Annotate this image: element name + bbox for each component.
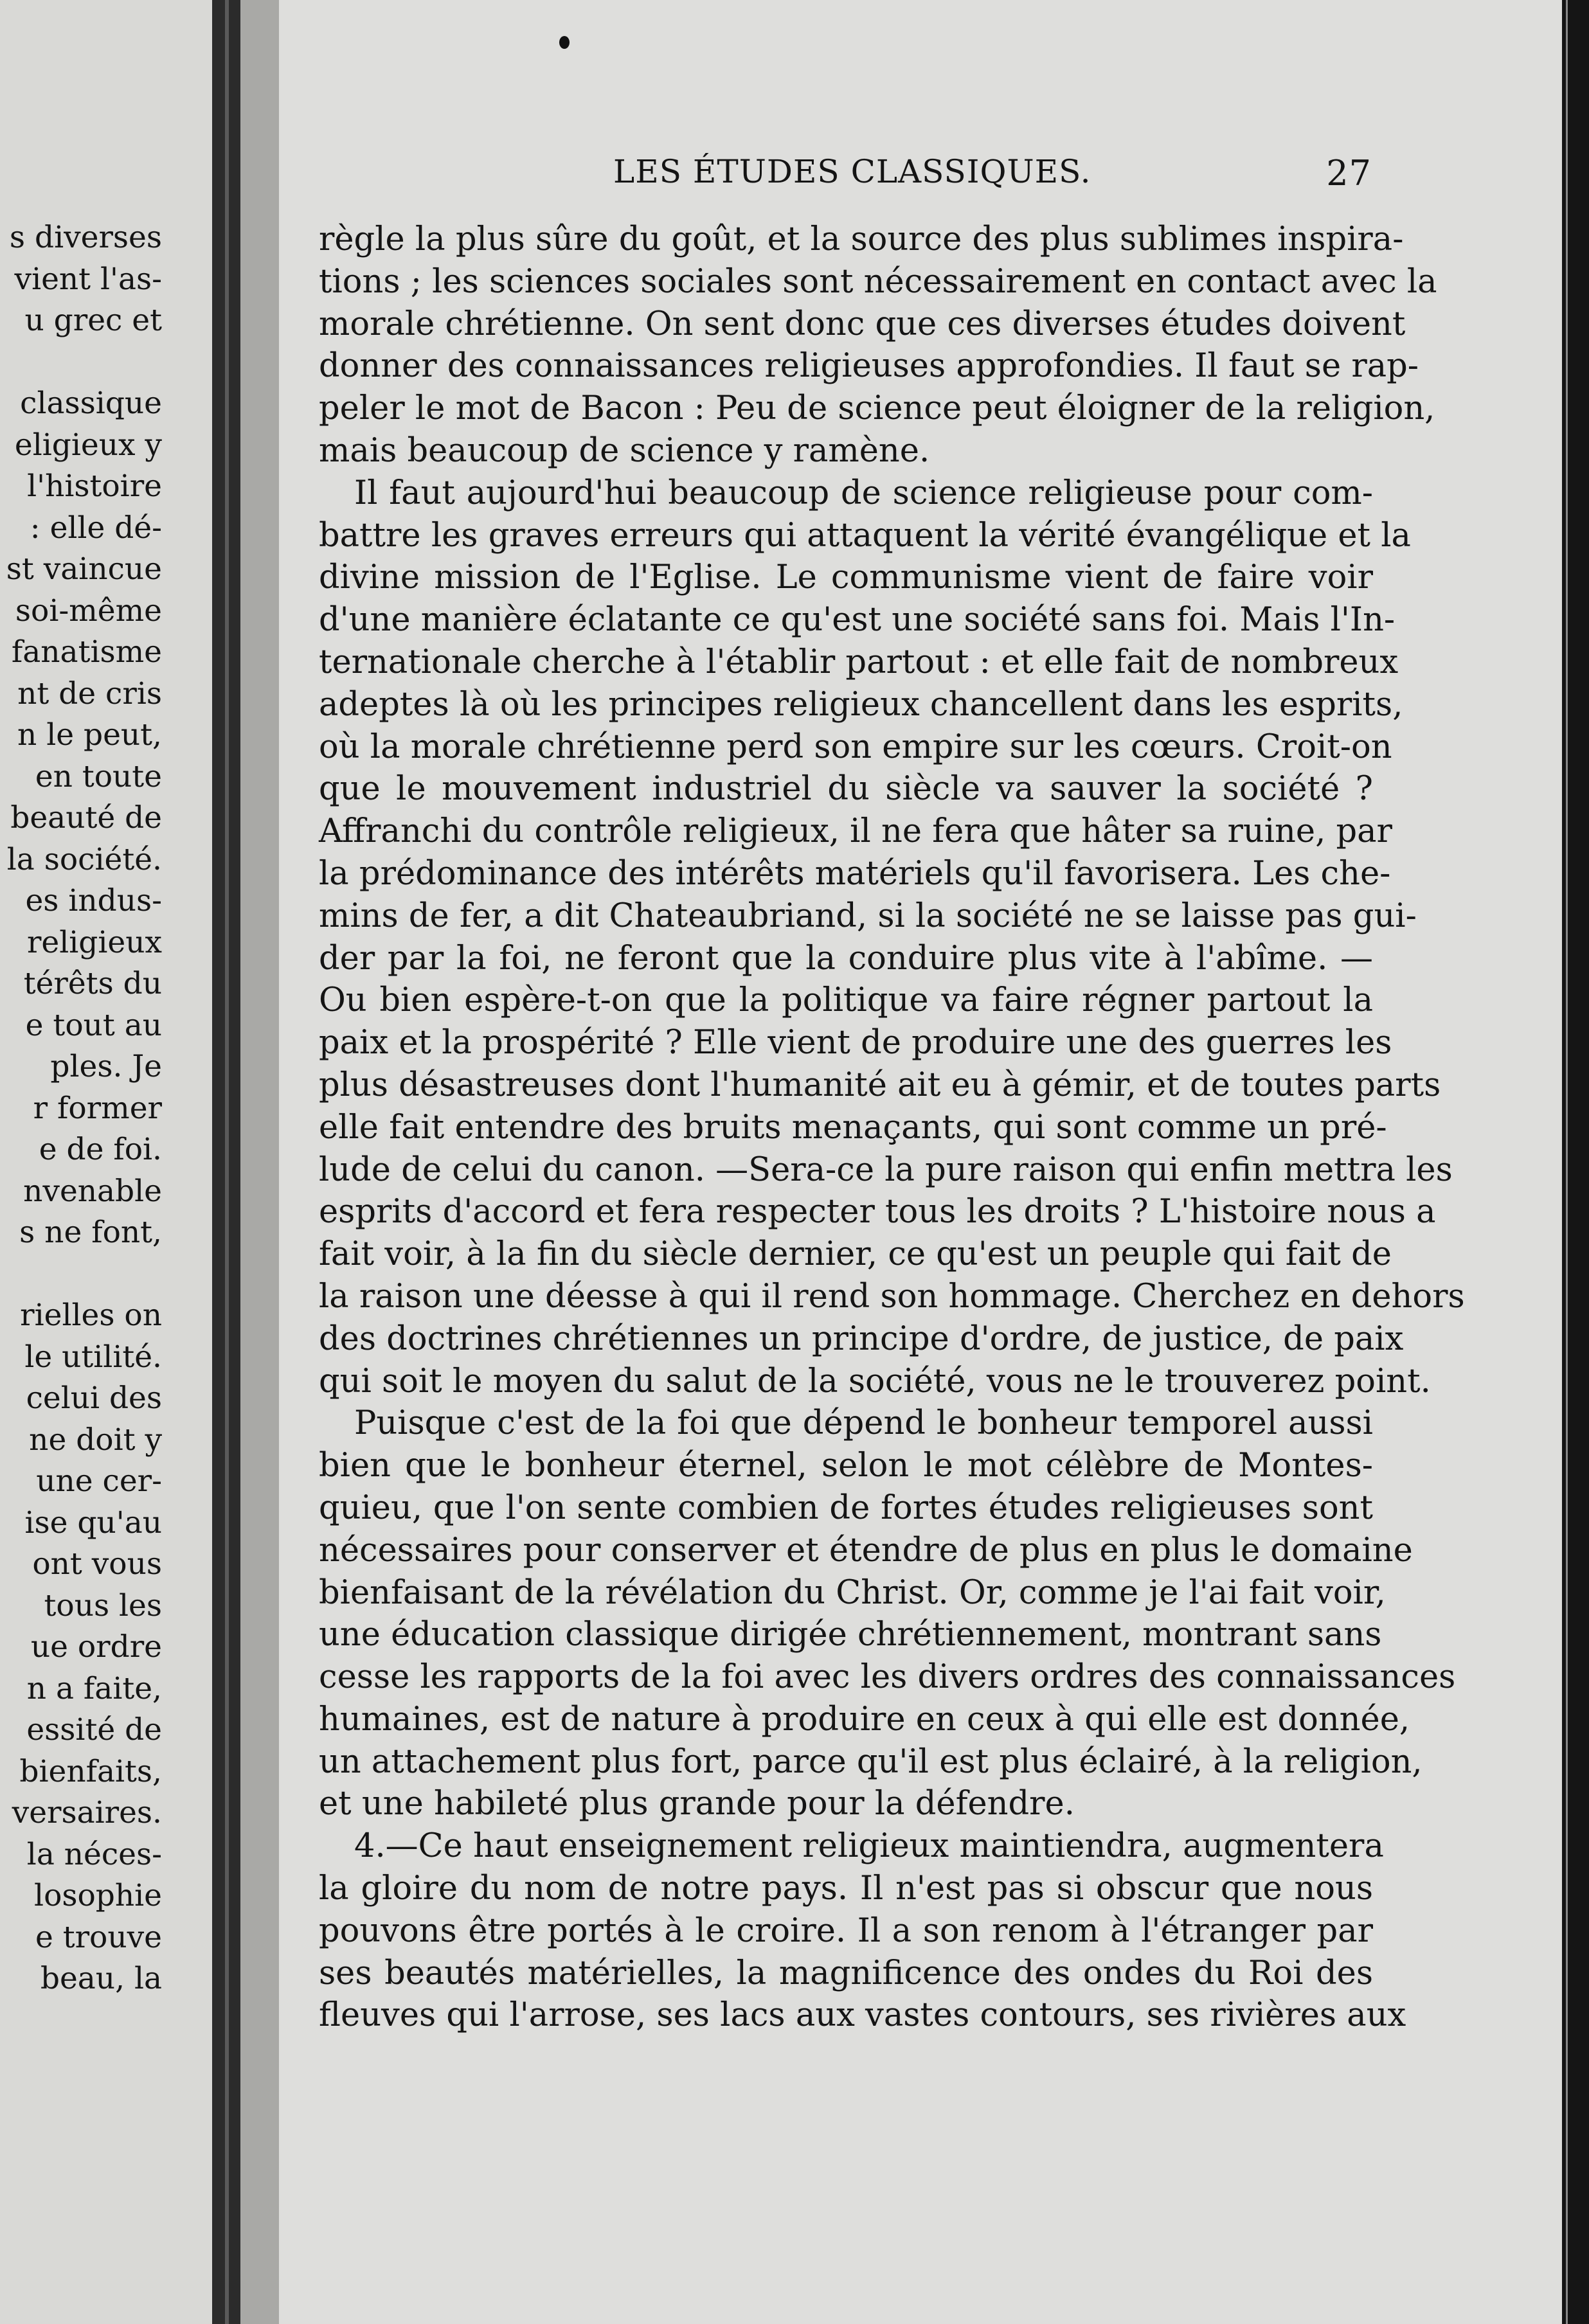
text-line: cesse les rapports de la foi avec les divers ordres des connaissances	[319, 1658, 1456, 1697]
facing-page-line: s ne font,	[19, 1215, 162, 1250]
text-line: donner des connaissances religieuses approfondies. Il faut se rap-	[319, 347, 1419, 386]
facing-page-text	[6, 217, 162, 2000]
facing-page-line: s diverses	[9, 220, 162, 255]
facing-page-line: en toute	[35, 758, 162, 794]
text-line: une éducation classique dirigée chrétiennement, montrant sans	[319, 1616, 1382, 1654]
text-line: battre les graves erreurs qui attaquent la vérité évangélique et la	[319, 516, 1411, 555]
text-line: fait voir, à la fin du siècle dernier, ce qu'est un peuple qui fait de	[319, 1235, 1392, 1274]
facing-page-line: bienfaits,	[19, 1753, 162, 1789]
facing-page-line: religieux	[26, 924, 162, 960]
facing-page-line: st vaincue	[6, 551, 162, 587]
text-line: bien que le bonheur éternel, selon le mot célèbre de Montes-	[319, 1447, 1373, 1485]
facing-page-line: une cer-	[36, 1463, 162, 1499]
facing-page-line: térêts du	[23, 966, 162, 1001]
facing-page-line: ne doit y	[29, 1422, 162, 1458]
text-line: des doctrines chrétiennes un principe d'ordre, de justice, de paix	[319, 1319, 1404, 1358]
text-line: humaines, est de nature à produire en ceux à qui elle est donnée,	[319, 1700, 1410, 1739]
body-text	[319, 219, 1465, 2037]
text-line: Puisque c'est de la foi que dépend le bonheur temporel aussi	[354, 1404, 1373, 1443]
facing-page-line: e trouve	[35, 1919, 162, 1955]
page-number: 27	[1326, 153, 1372, 193]
facing-page-line: : elle dé-	[30, 510, 162, 546]
text-line: mins de fer, a dit Chateaubriand, si la société ne se laisse pas gui-	[319, 897, 1417, 935]
facing-page-line: le utilité.	[24, 1339, 162, 1375]
text-line: bienfaisant de la révélation du Christ. Or, comme je l'ai fait voir,	[319, 1573, 1386, 1612]
facing-page-line: nvenable	[23, 1173, 162, 1209]
text-line: Affranchi du contrôle religieux, il ne fera que hâter sa ruine, par	[319, 812, 1392, 851]
text-line: ses beautés matérielles, la magnificence des ondes du Roi des	[319, 1954, 1373, 1992]
facing-page-line: tous les	[44, 1587, 162, 1623]
page	[279, 0, 1562, 2324]
text-line: esprits d'accord et fera respecter tous les droits ? L'histoire nous a	[319, 1193, 1436, 1231]
text-line: elle fait entendre des bruits menaçants, qui sont comme un pré-	[319, 1108, 1387, 1147]
facing-page-line: n a faite,	[26, 1670, 162, 1706]
facing-page-line: r former	[33, 1090, 162, 1126]
facing-page-left	[0, 0, 212, 2324]
facing-page-line: e de foi.	[39, 1132, 162, 1167]
text-line: la raison une déesse à qui il rend son hommage. Cherchez en dehors	[319, 1277, 1465, 1316]
text-line: qui soit le moyen du salut de la société, vous ne le trouverez point.	[319, 1362, 1431, 1400]
text-line: paix et la prospérité ? Elle vient de produire une des guerres les	[319, 1024, 1392, 1062]
text-line: mais beaucoup de science y ramène.	[319, 431, 930, 470]
facing-page-line: beau, la	[40, 1961, 162, 1996]
running-header	[318, 153, 1372, 198]
facing-page-line: celui des	[26, 1381, 162, 1416]
facing-page-line: la néces-	[26, 1836, 162, 1872]
text-line: divine mission de l'Eglise. Le communisme vient de faire voir	[319, 559, 1373, 597]
facing-page-line: essité de	[26, 1712, 162, 1747]
facing-page-line: es indus-	[25, 883, 162, 918]
facing-page-line: u grec et	[24, 303, 162, 338]
facing-page-line: classique	[20, 386, 162, 421]
facing-page-line: beauté de	[10, 800, 162, 836]
text-line: morale chrétienne. On sent donc que ces diverses études doivent	[319, 305, 1406, 343]
text-line: nécessaires pour conserver et étendre de plus en plus le domaine	[319, 1531, 1413, 1569]
text-line: règle la plus sûre du goût, et la source des plus sublimes inspira-	[319, 220, 1404, 258]
facing-page-line: rielles on	[20, 1298, 162, 1333]
facing-page-line: fanatisme	[11, 634, 162, 670]
facing-page-line: l'histoire	[27, 469, 162, 504]
text-line: où la morale chrétienne perd son empire sur les cœurs. Croit-on	[319, 728, 1392, 766]
text-line: d'une manière éclatante ce qu'est une société sans foi. Mais l'In-	[319, 601, 1396, 639]
facing-page-line	[6, 342, 162, 384]
text-line: pouvons être portés à le croire. Il a son renom à l'étranger par	[319, 1911, 1373, 1950]
facing-page-line: soi-même	[15, 593, 162, 629]
gutter-fold-line	[225, 0, 229, 2324]
facing-page-line: la société.	[6, 841, 162, 877]
facing-page-line	[6, 1254, 162, 1296]
text-line: lude de celui du canon. —Sera-ce la pure raison qui enfin mettra les	[319, 1150, 1453, 1189]
facing-page-line: n le peut,	[17, 717, 162, 753]
text-line: fleuves qui l'arrose, ses lacs aux vastes contours, ses rivières aux	[319, 1996, 1406, 2035]
facing-page-line: e tout au	[25, 1007, 162, 1043]
facing-page-line: vient l'as-	[14, 261, 162, 297]
text-line: la gloire du nom de notre pays. Il n'est pas si obscur que nous	[319, 1870, 1373, 1908]
facing-page-line: ue ordre	[30, 1629, 162, 1665]
text-line: plus désastreuses dont l'humanité ait eu à gémir, et de toutes parts	[319, 1066, 1441, 1104]
text-line: ternationale cherche à l'établir partout : et elle fait de nombreux	[319, 643, 1399, 681]
text-line: Ou bien espère-t-on que la politique va faire régner partout la	[319, 981, 1373, 1020]
text-line: peler le mot de Bacon : Peu de science peut éloigner de la religion,	[319, 389, 1435, 428]
facing-page-line: eligieux y	[14, 427, 162, 463]
text-line: un attachement plus fort, parce qu'il est plus éclairé, à la religion,	[319, 1742, 1423, 1781]
text-line: tions ; les sciences sociales sont nécessairement en contact avec la	[319, 262, 1437, 301]
facing-page-line: ise qu'au	[24, 1505, 162, 1541]
facing-page-line: nt de cris	[17, 675, 162, 711]
text-line: la prédominance des intérêts matériels qu'il favorisera. Les che-	[319, 854, 1391, 893]
text-line: 4.—Ce haut enseignement religieux maintiendra, augmentera	[354, 1827, 1384, 1866]
text-line: quieu, que l'on sente combien de fortes études religieuses sont	[319, 1488, 1373, 1527]
facing-page-line: ont vous	[32, 1546, 162, 1582]
text-line: Il faut aujourd'hui beaucoup de science religieuse pour com-	[354, 474, 1373, 512]
facing-page-line: losophie	[34, 1878, 162, 1913]
facing-page-line: ples. Je	[50, 1049, 162, 1084]
gutter-shadow	[240, 0, 279, 2324]
scan-edge-line	[1566, 0, 1568, 2324]
text-line: adeptes là où les principes religieux chancellent dans les esprits,	[319, 685, 1403, 724]
running-title: LES ÉTUDES CLASSIQUES.	[613, 153, 1091, 190]
text-line: et une habileté plus grande pour la défendre.	[319, 1785, 1075, 1823]
text-line: der par la foi, ne feront que la conduire plus vite à l'abîme. —	[319, 939, 1373, 978]
ink-spot	[559, 36, 570, 49]
facing-page-line: versaires.	[12, 1795, 162, 1830]
text-line: que le mouvement industriel du siècle va sauver la société ?	[319, 770, 1373, 809]
